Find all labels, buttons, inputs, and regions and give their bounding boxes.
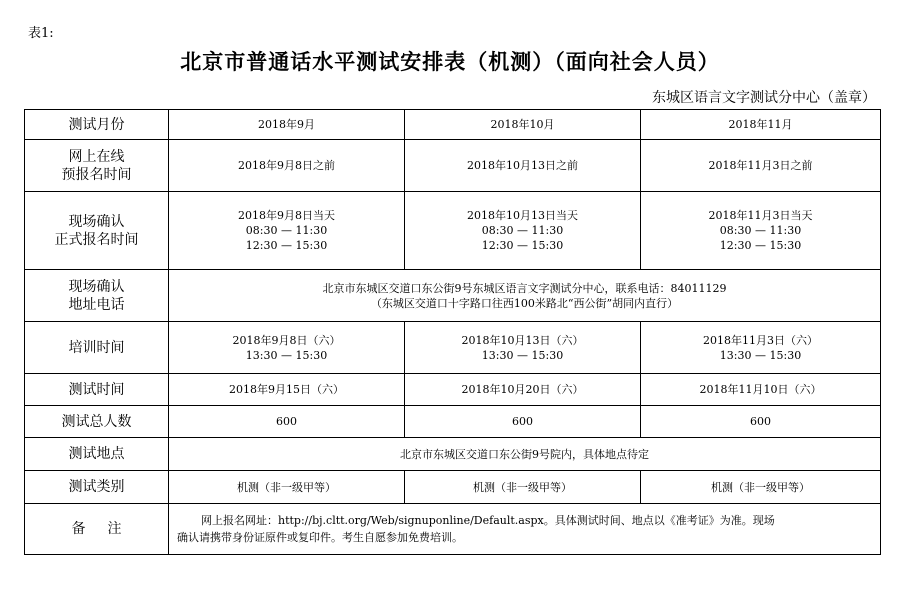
header-test-month: 测试月份 bbox=[25, 110, 169, 140]
header-onsite-line-2: 正式报名时间 bbox=[54, 231, 139, 248]
online-cell-3: 2018年11月3日之前 bbox=[641, 140, 881, 192]
header-address-phone bbox=[25, 270, 169, 322]
onsite-time-afternoon: 12:30 — 15:30 bbox=[245, 239, 328, 252]
header-online-line-2: 预报名时间 bbox=[61, 166, 132, 183]
table-label: 表1: bbox=[28, 26, 54, 41]
onsite-time-morning: 08:30 — 11:30 bbox=[719, 224, 802, 237]
test-date-cell-3: 2018年11月10日（六） bbox=[641, 374, 881, 406]
remarks-cell bbox=[169, 504, 881, 555]
location-cell: 北京市东城区交道口东公街9号院内，具体地点待定 bbox=[169, 438, 881, 471]
onsite-date: 2018年11月3日当天 bbox=[708, 209, 813, 222]
row-remarks bbox=[25, 504, 881, 555]
training-cell-2 bbox=[405, 322, 641, 374]
training-cell-3 bbox=[641, 322, 881, 374]
header-remarks-text: 备注 bbox=[71, 521, 144, 537]
test-date-cell-1: 2018年9月15日（六） bbox=[169, 374, 405, 406]
header-remarks bbox=[25, 504, 169, 555]
category-cell-1: 机测（非一级甲等） bbox=[169, 471, 405, 504]
training-hours: 13:30 — 15:30 bbox=[719, 348, 802, 362]
month-cell-1: 2018年9月 bbox=[169, 110, 405, 140]
remarks-text-1: 网上报名网址：http://bj.cltt.org/Web/signuponline/Default.aspx。具体测试时间、地点以《准考证》为准。现场 bbox=[201, 514, 775, 527]
header-address-line-2: 地址电话 bbox=[68, 296, 125, 313]
online-cell-2: 2018年10月13日之前 bbox=[405, 140, 641, 192]
total-cell-1: 600 bbox=[169, 406, 405, 438]
row-total-count bbox=[25, 406, 881, 438]
header-test-date: 测试时间 bbox=[25, 374, 169, 406]
header-online-line-1: 网上在线 bbox=[68, 148, 125, 165]
onsite-time-morning: 08:30 — 11:30 bbox=[481, 224, 564, 237]
onsite-cell-3 bbox=[641, 192, 881, 270]
onsite-time-afternoon: 12:30 — 15:30 bbox=[719, 239, 802, 252]
header-online-prereg bbox=[25, 140, 169, 192]
address-line-2: （东城区交道口十字路口往西100米路北“西公街”胡同内直行） bbox=[370, 296, 679, 310]
header-onsite-line-1: 现场确认 bbox=[68, 213, 125, 230]
training-cell-1 bbox=[169, 322, 405, 374]
organizer-seal-text: 东城区语言文字测试分中心（盖章） bbox=[652, 90, 876, 106]
training-hours: 13:30 — 15:30 bbox=[481, 348, 564, 362]
header-onsite-registration bbox=[25, 192, 169, 270]
page-title: 北京市普通话水平测试安排表（机测）（面向社会人员） bbox=[180, 50, 720, 74]
month-cell-2: 2018年10月 bbox=[405, 110, 641, 140]
row-online-prereg bbox=[25, 140, 881, 192]
training-date: 2018年9月8日（六） bbox=[232, 333, 341, 347]
onsite-cell-1 bbox=[169, 192, 405, 270]
training-date: 2018年11月3日（六） bbox=[703, 333, 818, 347]
header-training-time: 培训时间 bbox=[25, 322, 169, 374]
training-date: 2018年10月13日（六） bbox=[461, 333, 584, 347]
month-cell-3: 2018年11月 bbox=[641, 110, 881, 140]
remarks-line-2: 确认请携带身份证原件或复印件。考生自愿参加免费培训。 bbox=[177, 531, 463, 544]
total-cell-3: 600 bbox=[641, 406, 881, 438]
training-hours: 13:30 — 15:30 bbox=[245, 348, 328, 362]
test-date-cell-2: 2018年10月20日（六） bbox=[405, 374, 641, 406]
header-test-category: 测试类别 bbox=[25, 471, 169, 504]
row-test-month bbox=[25, 110, 881, 140]
onsite-time-afternoon: 12:30 — 15:30 bbox=[481, 239, 564, 252]
row-address-phone bbox=[25, 270, 881, 322]
onsite-date: 2018年9月8日当天 bbox=[238, 209, 335, 222]
row-onsite-registration bbox=[25, 192, 881, 270]
onsite-date: 2018年10月13日当天 bbox=[467, 209, 578, 222]
row-test-category bbox=[25, 471, 881, 504]
header-address-line-1: 现场确认 bbox=[68, 278, 125, 295]
total-cell-2: 600 bbox=[405, 406, 641, 438]
category-cell-3: 机测（非一级甲等） bbox=[641, 471, 881, 504]
schedule-table bbox=[24, 109, 881, 555]
onsite-cell-2 bbox=[405, 192, 641, 270]
row-test-date bbox=[25, 374, 881, 406]
header-test-location: 测试地点 bbox=[25, 438, 169, 471]
address-line-1: 北京市东城区交道口东公街9号东城区语言文字测试分中心，联系电话：84011129 bbox=[322, 281, 727, 295]
header-total-count: 测试总人数 bbox=[25, 406, 169, 438]
row-training-time bbox=[25, 322, 881, 374]
address-cell bbox=[169, 270, 881, 322]
category-cell-2: 机测（非一级甲等） bbox=[405, 471, 641, 504]
row-test-location bbox=[25, 438, 881, 471]
onsite-time-morning: 08:30 — 11:30 bbox=[245, 224, 328, 237]
online-cell-1: 2018年9月8日之前 bbox=[169, 140, 405, 192]
remarks-line-1 bbox=[177, 512, 874, 529]
